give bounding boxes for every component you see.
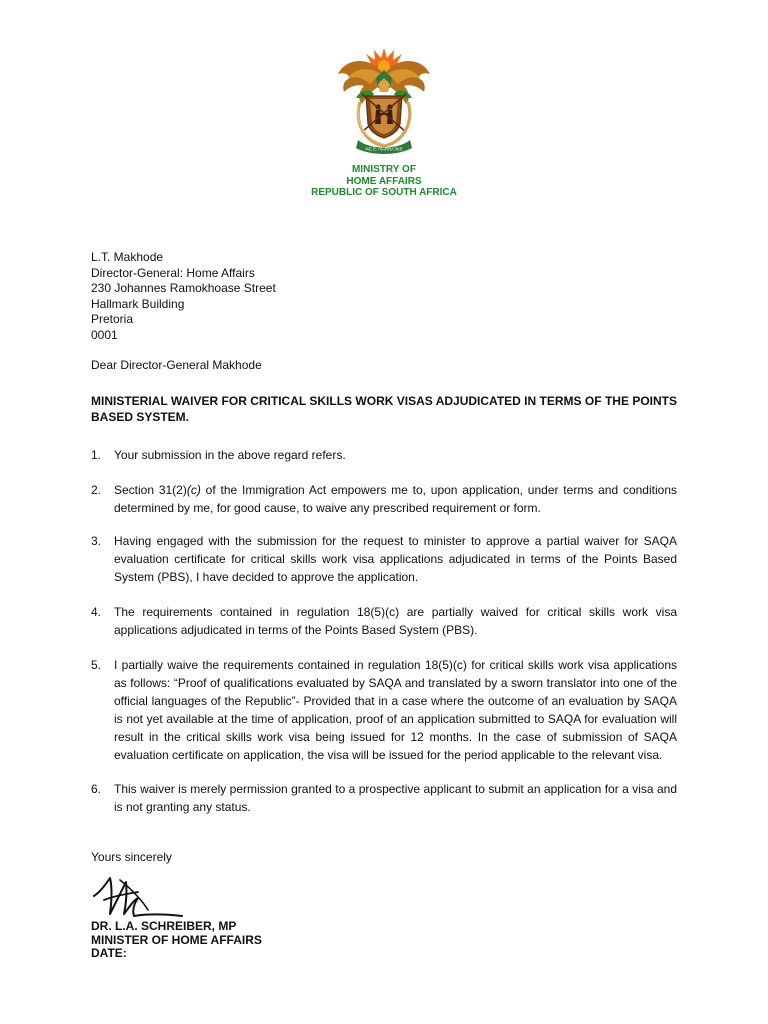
paragraph-1 (91, 446, 677, 464)
ministry-heading (0, 164, 768, 199)
ministry-line-2: HOME AFFAIRS (346, 175, 422, 187)
ministry-line-3: REPUBLIC OF SOUTH AFRICA (311, 187, 457, 198)
date-label: DATE: (91, 946, 127, 960)
paragraph-text: I partially waive the requirements contained in regulation 18(5)(c) for critical skills work visa applications as follows: “Proof of qualifications evaluated by SAQA and translated by a sworn translator into one of the official languages of the Republic”- Provided that in a case where the outcome of an evaluation by SAQA is not yet available at the time of application, proof of an application submitted to SAQA for evaluation will result in the critical skills work visa being issued for 12 months. In the case of submission of SAQA evaluation certificate on application, the visa will be issued for the period applicable to the relevant visa. (114, 658, 677, 762)
recipient-name: L.T. Makhode (91, 250, 164, 264)
motto-text: !KE E: /XARRA //KE (365, 146, 403, 152)
salutation: Dear Director-General Makhode (91, 358, 262, 372)
signatory-name: DR. L.A. SCHREIBER, MP (91, 919, 237, 933)
motto-banner (356, 140, 412, 154)
paragraph-text-rest: of the Immigration Act empowers me to, upon application, under terms and conditions determined by me, for good cause, to waive any prescribed requirement or form. (114, 483, 677, 515)
paragraph-2 (91, 481, 677, 517)
recipient-postal-code: 0001 (91, 327, 118, 342)
paragraph-number: 6. (91, 782, 102, 796)
paragraph-4 (91, 603, 677, 639)
paragraph-number: 2. (91, 483, 102, 497)
paragraph-text: This waiver is merely permission granted to a prospective applicant to submit an application for a visa and is not granting any status. (114, 782, 677, 814)
closing-line: Yours sincerely (91, 850, 172, 864)
paragraph-text: Having engaged with the submission for the request to minister to approve a partial waiver for SAQA evaluation certificate for critical skills work visa applications adjudicated in terms of the Points Based System (PBS), I have decided to approve the application. (114, 534, 677, 584)
paragraph-text: Your submission in the above regard refers. (114, 448, 346, 462)
paragraph-number: 1. (91, 448, 102, 462)
paragraph-5 (91, 656, 677, 764)
recipient-city: Pretoria (91, 312, 134, 326)
recipient-address (91, 250, 276, 343)
paragraph-number: 5. (91, 658, 102, 672)
ministry-line-1: MINISTRY OF (352, 164, 416, 175)
paragraph-3 (91, 532, 677, 586)
paragraph-text: The requirements contained in regulation 18(5)(c) are partially waived for critical skills work visa applications adjudicated in terms of the Points Based System (PBS). (114, 605, 677, 637)
section-reference: Section 31(2) (114, 483, 187, 497)
coat-of-arms-logo (334, 44, 434, 156)
recipient-building: Hallmark Building (91, 296, 185, 311)
paragraph-number: 3. (91, 534, 102, 548)
recipient-title: Director-General: Home Affairs (91, 265, 255, 280)
subject-heading: MINISTERIAL WAIVER FOR CRITICAL SKILLS WORK VISAS ADJUDICATED IN TERMS OF THE POINTS BASED SYSTEM. (91, 394, 677, 424)
paragraph-number: 4. (91, 605, 102, 619)
handwritten-signature (90, 870, 190, 922)
recipient-street: 230 Johannes Ramokhoase Street (91, 281, 276, 295)
signatory-block (91, 920, 262, 961)
signatory-title: MINISTER OF HOME AFFAIRS (91, 932, 262, 947)
section-subsection: (c) (186, 483, 201, 497)
paragraph-text (114, 481, 677, 517)
paragraph-6 (91, 780, 677, 816)
